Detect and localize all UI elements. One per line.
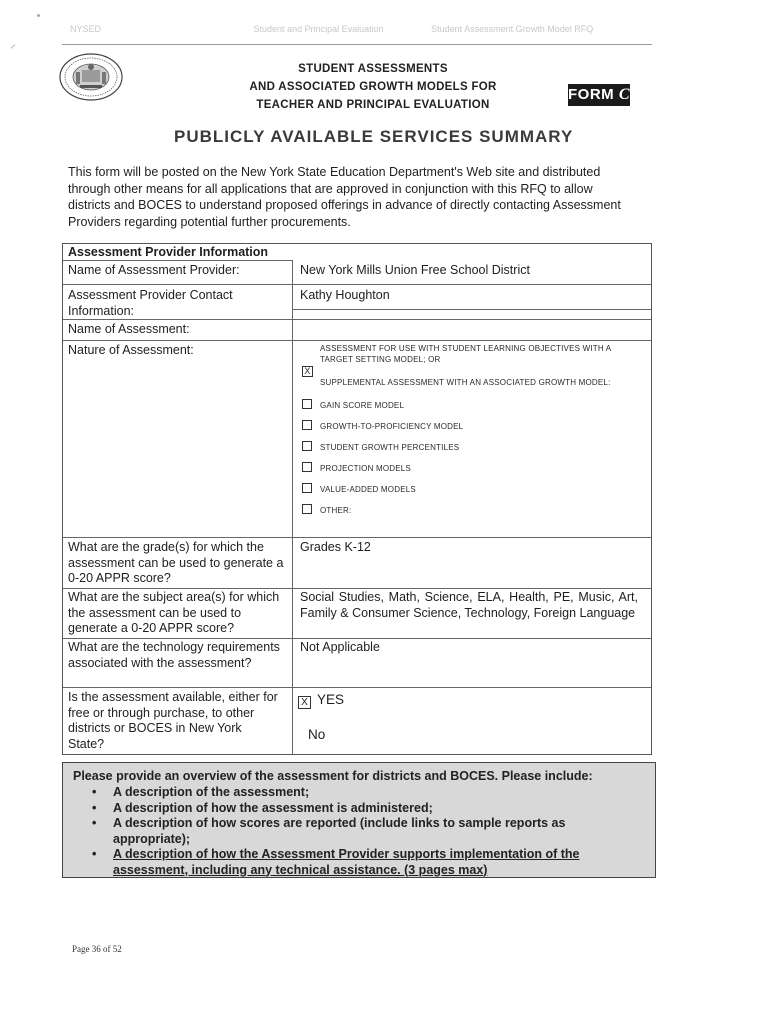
growth-model-option[interactable] <box>302 483 416 494</box>
grades-label: What are the grade(s) for which the assessment can be used to generate a 0-20 APPR score? <box>68 540 284 585</box>
growth-model-option[interactable] <box>302 504 351 515</box>
grades-value: Grades K-12 <box>300 540 371 554</box>
row-rule <box>63 638 651 639</box>
nature-option-supplemental: SUPPLEMENTAL ASSESSMENT WITH AN ASSOCIATED GROWTH MODEL: <box>320 378 611 387</box>
growth-model-label: VALUE-ADDED MODELS <box>320 485 416 494</box>
page-title: PUBLICLY AVAILABLE SERVICES SUMMARY <box>174 127 574 146</box>
subjects-value: Social Studies, Math, Science, ELA, Health, PE, Music, Art, Family & Consumer Science, Technology, Foreign Language <box>300 590 638 620</box>
growth-model-checkbox[interactable] <box>302 441 312 451</box>
provider-name-label: Name of Assessment Provider: <box>68 263 240 277</box>
contact-label: Assessment Provider Contact Information: <box>68 288 233 318</box>
form-title-line-3: TEACHER AND PRINCIPAL EVALUATION <box>256 99 490 111</box>
yes-label: YES <box>317 692 345 707</box>
form-c-badge <box>568 84 630 106</box>
subjects-label: What are the subject area(s) for which the assessment can be used to generate a 0-20 APPR score? <box>68 590 280 635</box>
row-rule <box>63 260 292 261</box>
column-divider <box>292 260 293 754</box>
growth-model-label: STUDENT GROWTH PERCENTILES <box>320 443 460 452</box>
form-title-line-2: AND ASSOCIATED GROWTH MODELS FOR <box>249 81 497 93</box>
section-header: Assessment Provider Information <box>68 245 269 259</box>
scan-mark <box>10 44 15 49</box>
row-rule <box>292 309 651 310</box>
overview-item: • A description of how the Assessment Provider supports implementation of the assessment, including any technical assistance. (3 pages max) <box>89 847 644 878</box>
header-rule <box>62 44 652 45</box>
nature-option-slo: ASSESSMENT FOR USE WITH STUDENT LEARNING OBJECTIVES WITH A TARGET SETTING MODEL; OR <box>320 344 611 364</box>
growth-model-checkbox[interactable] <box>302 504 312 514</box>
overview-title: Please provide an overview of the assessment for districts and BOCES. Please include: <box>73 769 593 783</box>
faint-header-left: NYSED <box>70 24 102 34</box>
faint-header <box>70 24 645 34</box>
overview-instructions-box <box>62 762 656 878</box>
growth-model-checkbox[interactable] <box>302 399 312 409</box>
overview-item: • A description of how the assessment is administered; <box>89 801 644 817</box>
growth-model-option[interactable] <box>302 399 404 410</box>
form-header-title <box>228 60 518 114</box>
growth-model-checkbox[interactable] <box>302 420 312 430</box>
growth-model-option[interactable] <box>302 462 411 473</box>
state-seal-icon <box>58 52 124 102</box>
availability-label: Is the assessment available, either for free or through purchase, to other districts or BOCES in New York State? <box>68 690 278 751</box>
growth-model-label: OTHER: <box>320 506 352 515</box>
overview-list <box>89 785 644 878</box>
nature-label: Nature of Assessment: <box>68 343 194 357</box>
growth-model-label: PROJECTION MODELS <box>320 464 411 473</box>
contact-value: Kathy Houghton <box>300 288 390 302</box>
row-rule <box>63 340 651 341</box>
row-rule <box>63 537 651 538</box>
technology-label: What are the technology requirements associated with the assessment? <box>68 640 280 670</box>
growth-model-option[interactable] <box>302 420 463 431</box>
row-rule <box>63 588 651 589</box>
overview-item: • A description of how scores are reported (include links to sample reports as appropriate); <box>89 816 644 847</box>
availability-no-option: No <box>308 727 326 742</box>
growth-model-label: GAIN SCORE MODEL <box>320 401 405 410</box>
availability-yes-option[interactable] <box>298 692 344 709</box>
intro-paragraph: This form will be posted on the New York State Education Department's Web site and distributed through other means for all applications that are approved in conjunction with this RFQ to allow districts and BOCES to understand proposed offerings in advance of directly contacting Assessment Providers regarding potential further procurements. <box>68 165 621 229</box>
form-badge-prefix: FORM <box>568 86 615 103</box>
slo-checkbox-box[interactable]: X <box>302 366 313 377</box>
form-title-line-1: STUDENT ASSESSMENTS <box>298 63 448 75</box>
faint-header-middle: Student and Principal Evaluation <box>253 24 384 34</box>
row-rule <box>63 319 651 320</box>
assessment-name-label: Name of Assessment: <box>68 322 190 336</box>
growth-model-checkbox[interactable] <box>302 483 312 493</box>
growth-model-checkbox[interactable] <box>302 462 312 472</box>
row-rule <box>63 284 651 285</box>
row-rule <box>63 687 651 688</box>
technology-value: Not Applicable <box>300 640 380 654</box>
provider-name-value: New York Mills Union Free School District <box>300 263 530 277</box>
faint-header-right: Student Assessment Growth Model RFQ <box>431 24 594 34</box>
scan-speck <box>37 14 40 17</box>
yes-checkbox[interactable]: X <box>298 696 311 709</box>
overview-item: • A description of the assessment; <box>89 785 644 801</box>
growth-model-option[interactable] <box>302 441 459 452</box>
growth-model-label: GROWTH-TO-PROFICIENCY MODEL <box>320 422 464 431</box>
form-badge-letter: C <box>618 86 631 103</box>
slo-checkbox[interactable] <box>302 366 321 377</box>
assessment-provider-table <box>62 243 652 755</box>
page-number: Page 36 of 52 <box>72 944 122 954</box>
